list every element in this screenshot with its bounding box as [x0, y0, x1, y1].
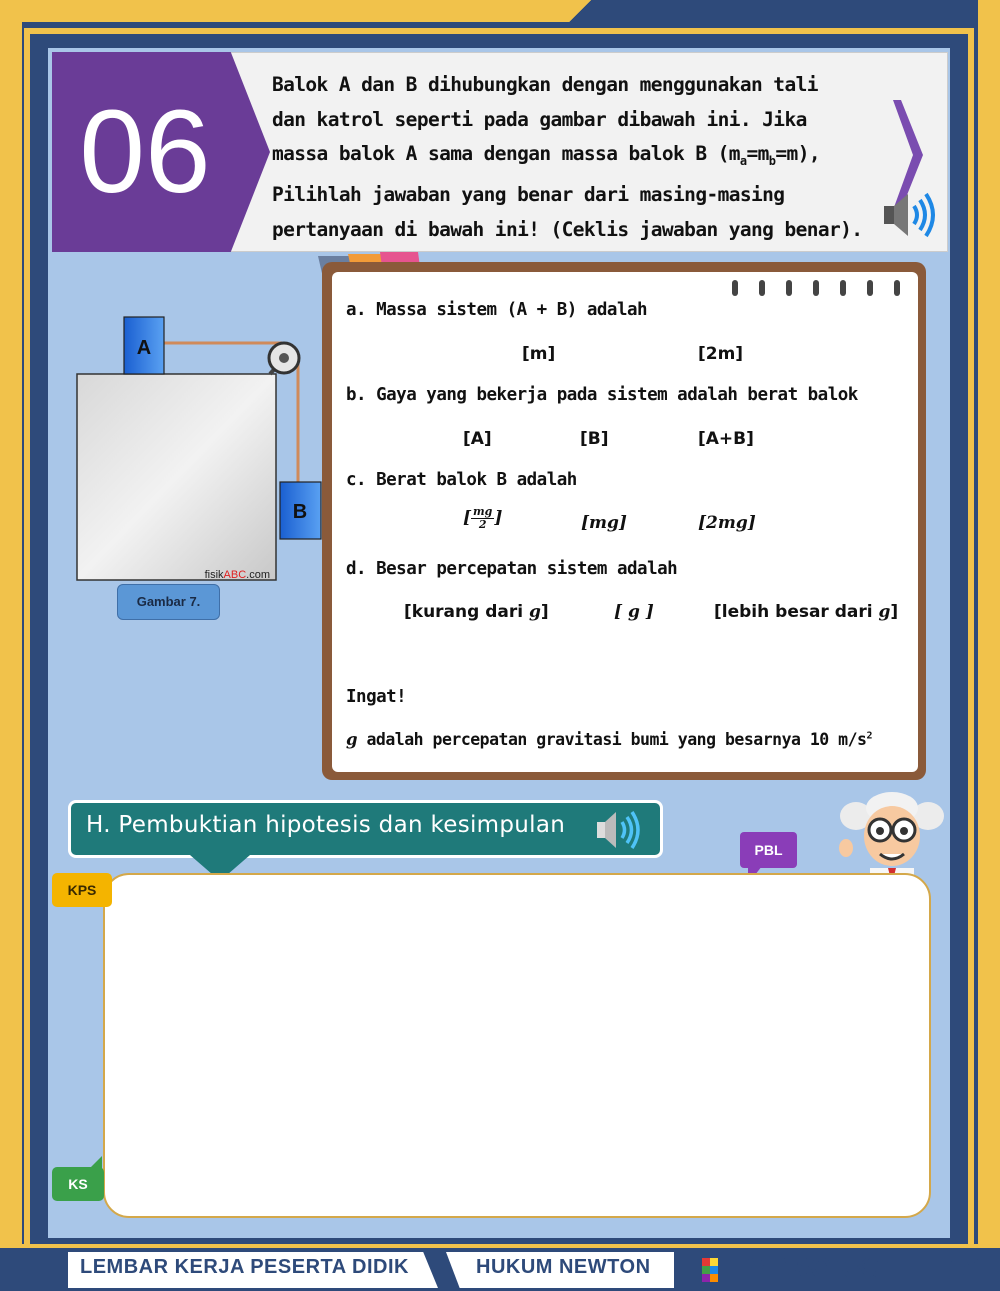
question-line: pertanyaan di bawah ini! (Ceklis jawaban yang benar). [272, 217, 863, 241]
footer-worksheet-label: LEMBAR KERJA PESERTA DIDIK [80, 1256, 409, 1278]
option-a-m[interactable]: [m] [522, 344, 556, 364]
question-line: Balok A dan B dihubungkan dengan menggunakan tali [272, 73, 818, 96]
frame-gold-corner [560, 0, 600, 22]
reminder-note: g adalah percepatan gravitasi bumi yang besarnya 10 $m/s^2$ [346, 730, 873, 749]
speaker-icon[interactable] [594, 808, 646, 852]
watermark: fisikABC.com [204, 569, 270, 581]
question-number: 06 [79, 86, 211, 218]
question-d: d. Besar percepatan sistem adalah [346, 559, 678, 579]
option-b-b[interactable]: [B] [580, 429, 609, 449]
speaker-icon[interactable] [880, 190, 942, 240]
option-a-2m[interactable]: [2m] [698, 344, 744, 364]
option-b-a[interactable]: [A] [463, 429, 492, 449]
question-c: c. Berat balok B adalah [346, 470, 577, 490]
liveworksheets-brand[interactable]: LIVEWORKSHEETS [724, 1252, 980, 1283]
option-d-greater-than-g[interactable]: [lebih besar dari g] [714, 602, 899, 622]
pbl-badge: PBL [740, 832, 797, 868]
frame-gold-top [0, 0, 580, 22]
question-text [272, 68, 892, 247]
question-line: dan katrol seperti pada gambar dibawah ini. Jika [272, 107, 807, 131]
question-a: a. Massa sistem (A + B) adalah [346, 300, 648, 320]
option-d-g[interactable]: [ g ] [614, 602, 654, 622]
pulley-axle [279, 353, 289, 363]
figure-caption: Gambar 7. [117, 584, 220, 620]
question-line: Pilihlah jawaban yang benar dari masing-masing [272, 183, 785, 207]
question-b: b. Gaya yang bekerja pada sistem adalah berat balok [346, 385, 858, 405]
footer-topic-label: HUKUM NEWTON [476, 1256, 651, 1278]
option-c-mg[interactable]: [mg] [581, 513, 627, 533]
block-a-label: A [136, 337, 152, 359]
option-d-less-than-g[interactable]: [kurang dari g] [404, 602, 549, 622]
frame-gold-right [978, 0, 1000, 1291]
option-b-ab[interactable]: [A+B] [698, 429, 754, 449]
block-b-label: B [292, 501, 308, 523]
pulley-diagram [70, 310, 330, 590]
notebook-rings [730, 278, 910, 298]
ks-badge: KS [52, 1167, 104, 1201]
reminder-title: Ingat! [346, 687, 407, 707]
kps-badge: KPS [52, 873, 112, 907]
table [77, 374, 276, 580]
option-c-2mg[interactable]: [2mg] [698, 513, 756, 533]
answer-textbox[interactable] [103, 873, 931, 1218]
question-line: massa balok A sama dengan massa balok B $(m_a=m_b=m)$, [272, 142, 820, 168]
section-h-title: H. Pembuktian hipotesis dan kesimpulan [86, 812, 566, 838]
frame-gold-left [0, 0, 22, 1291]
option-c-half-mg[interactable]: [ $\frac{mg}{2}$ ] [463, 505, 503, 531]
